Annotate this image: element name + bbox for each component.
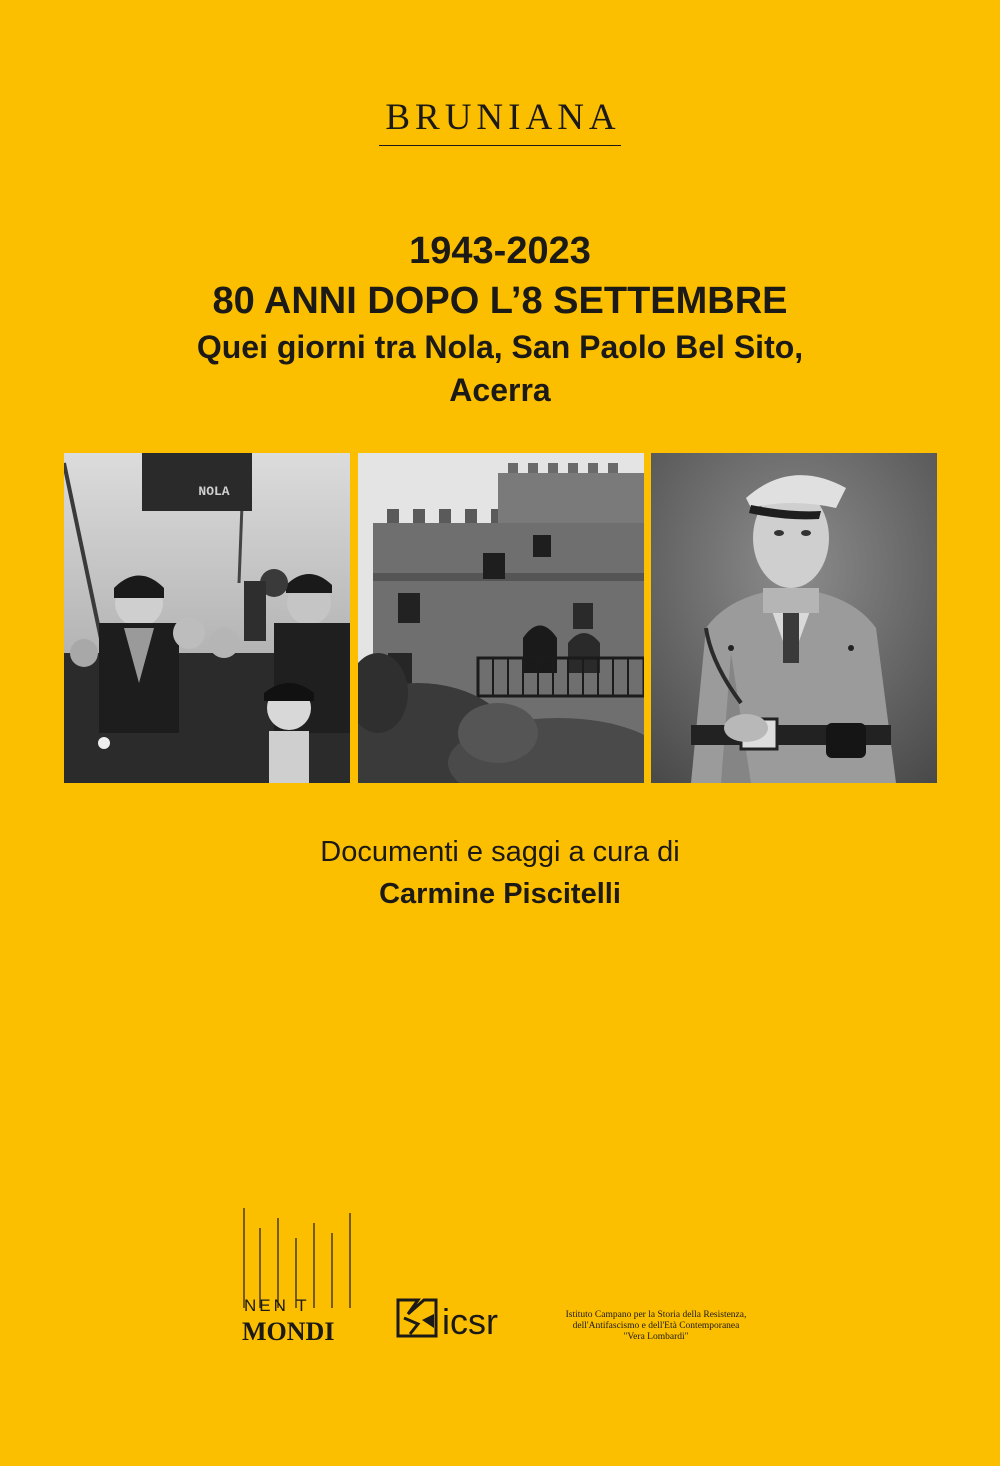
- photo-soldier-portrait: [651, 453, 937, 783]
- banner-text: NOLA: [198, 484, 230, 499]
- series-label: BRUNIANA: [379, 96, 620, 146]
- logo-nent-text: NEN T: [244, 1296, 310, 1315]
- partner-line-3: "Vera Lombardi": [623, 1332, 689, 1342]
- publisher-logo: [240, 1208, 365, 1348]
- photo-strip: [64, 453, 937, 783]
- title-years: 1943-2023: [409, 230, 591, 272]
- editor-name: Carmine Piscitelli: [379, 878, 621, 910]
- subtitle-line-1: Quei giorni tra Nola, San Paolo Bel Sito,: [196, 329, 804, 365]
- title-block: [0, 226, 1000, 412]
- photo-castle: [358, 453, 644, 783]
- partner-acronym: icsr: [442, 1301, 498, 1342]
- subtitle-line-2: Acerra: [449, 372, 551, 408]
- title-main: 80 ANNI DOPO L’8 SETTEMBRE: [212, 280, 788, 322]
- partner-description: [541, 1310, 771, 1343]
- credit-block: [0, 832, 1000, 916]
- credit-line: Documenti e saggi a cura di: [320, 836, 680, 868]
- logo-mondi-text: MONDI: [242, 1317, 335, 1346]
- partner-logo: [396, 1294, 536, 1350]
- partner-line-1: Istituto Campano per la Storia della Resistenza,: [565, 1310, 747, 1320]
- series-name: [0, 96, 1000, 146]
- partner-line-2: dell'Antifascismo e dell'Età Contemporanea: [572, 1321, 740, 1331]
- photo-crowd-banner: [64, 453, 350, 783]
